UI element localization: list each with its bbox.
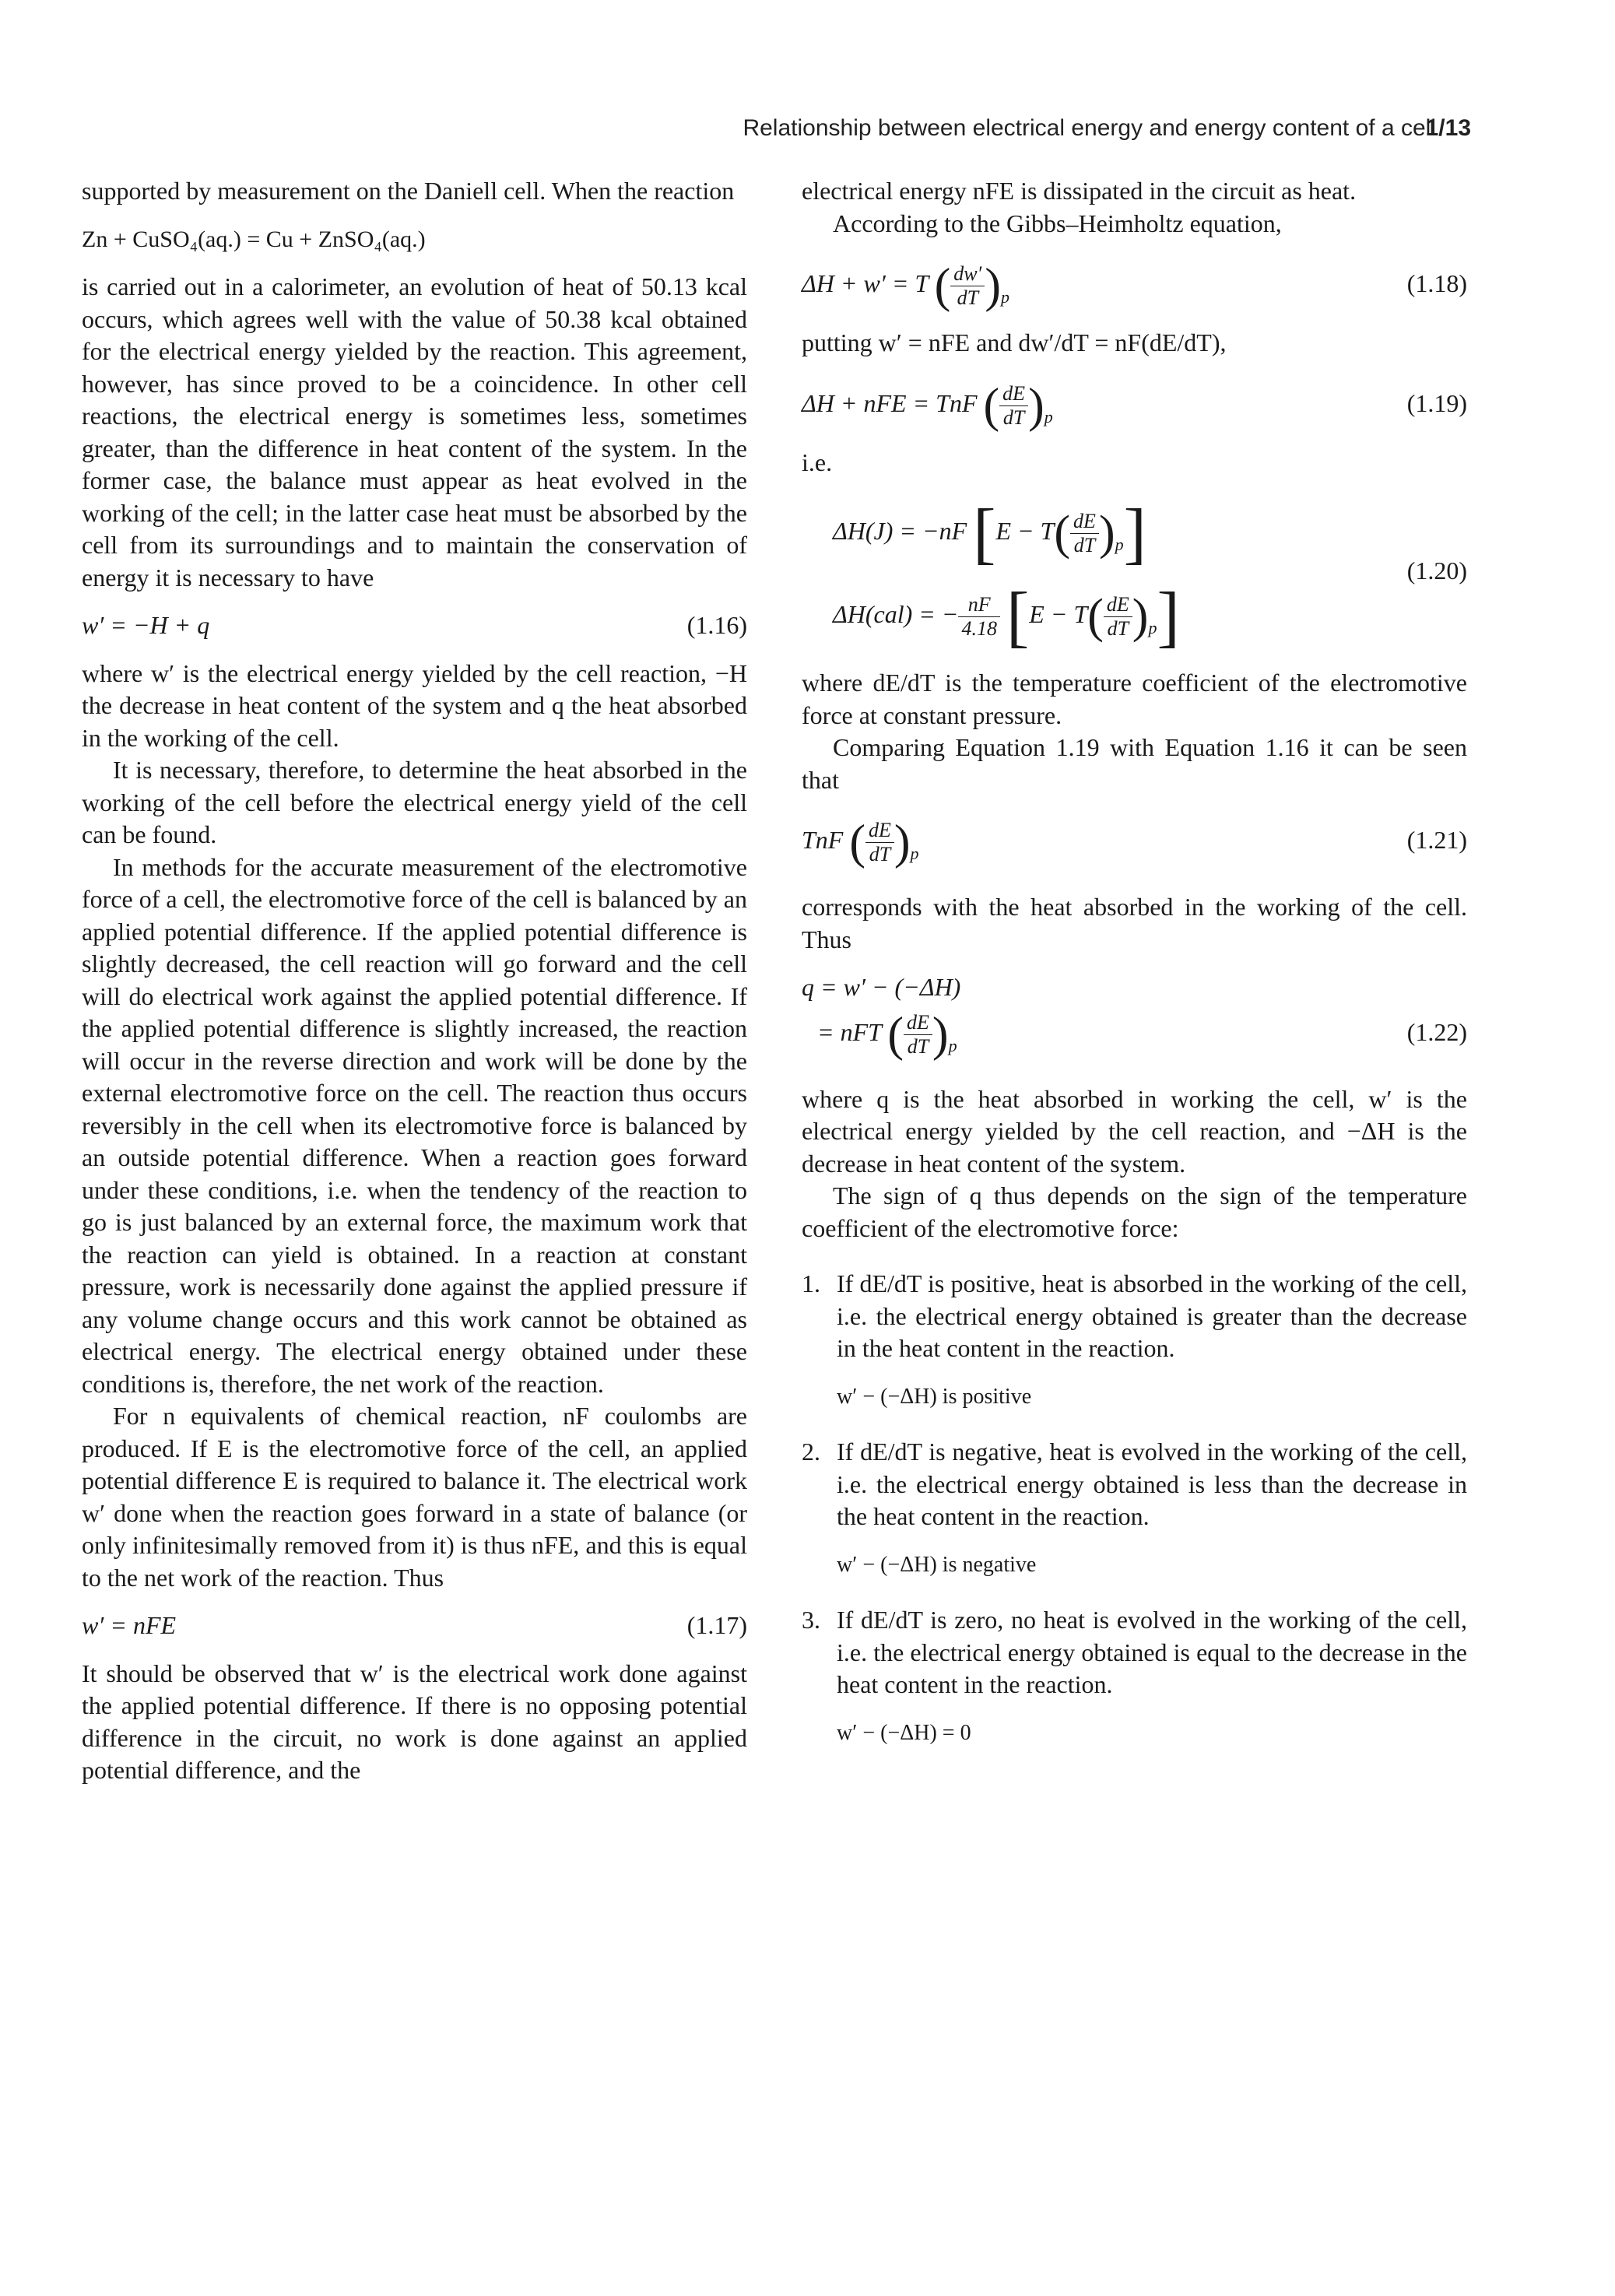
paragraph: In methods for the accurate measurement of the electromotive force of a cell, the electromotive force of the cell is balanced by an applied potential difference. If the applied potential difference is slightly decreased, the cell reaction will go forward and the cell will do electrical work against the applied potential difference. If the applied potential difference is slightly increased, the reaction will occur in the reverse direction and work will be done by the external electromotive force on the cell. The reaction thus occurs reversibly in the cell when its electromotive force is balanced by an outside potential difference. When a reaction goes forward under these conditions, i.e. when the tendency of the reaction to go is just balanced by an external force, the maximum work that the reaction can yield is obtained. In a reaction at constant pressure, work is necessarily done against the applied pressure if any volume change occurs and this work cannot be obtained as electrical energy. The electrical energy obtained under these conditions is, therefore, the net work of the reaction. — [82, 852, 747, 1398]
list-item-result: w′ − (−ΔH) is negative — [837, 1552, 1037, 1577]
paragraph: It should be observed that w′ is the electrical work done against the applied potential difference. If there is no opposing potential difference in the circuit, no work is done against an applied potential difference, and the — [82, 1659, 747, 1784]
equation-body: w′ = −H + q — [82, 611, 210, 639]
equation-number: (1.19) — [1406, 388, 1467, 417]
equation-number: (1.20) — [1406, 556, 1467, 585]
equation-1-18: ΔH + w′ = T ( $\frac{dw'}{dT}$ )$_p$ (1.18) — [802, 255, 1467, 311]
paragraph: The sign of q thus depends on the sign of the temperature coefficient of the electromotive force: — [802, 1181, 1467, 1242]
list-item-result: w′ − (−ΔH) = 0 — [837, 1720, 971, 1745]
sign-cases-list — [802, 1268, 1467, 1749]
equation-body: w′ = nFE — [82, 1611, 177, 1639]
paragraph: electrical energy nFE is dissipated in the circuit as heat. — [802, 177, 1357, 205]
equation-1-21: TnF ( $\frac{dE}{dT}$ )$_p$ (1.21) — [802, 812, 1467, 868]
page-number: 1/13 — [1425, 115, 1471, 141]
equation-1-20 — [802, 494, 1467, 655]
paragraph: putting w′ = nFE and dw′/dT = nF(dE/dT), — [802, 328, 1227, 356]
ie-label: i.e. — [802, 448, 833, 476]
equation-1-17 — [82, 1610, 747, 1642]
paragraph: supported by measurement on the Daniell cell. When the reaction — [82, 177, 735, 205]
equation-number: (1.17) — [686, 1611, 747, 1639]
equation-number: (1.21) — [1406, 826, 1467, 854]
paragraph: It is necessary, therefore, to determine the heat absorbed in the working of the cell before the electrical energy yield of the cell can be found. — [82, 756, 747, 848]
equation-number: (1.16) — [686, 611, 747, 639]
paragraph: where w′ is the electrical energy yielded by the cell reaction, −H the decrease in heat content of the system and q the heat absorbed in the working of the cell. — [82, 658, 747, 752]
paragraph: where dE/dT is the temperature coefficient of the electromotive force at constant pressure. — [802, 669, 1467, 729]
list-item: 1. If dE/dT is positive, heat is absorbed in the working of the cell, i.e. the electrical energy obtained is greater than the decrease in the heat content in the reaction. — [802, 1269, 1467, 1362]
equation-1-20-joules: ΔH(J) = −nF [E − T( $\frac{dE}{dT}$ )$_p$] — [833, 496, 1146, 572]
left-column — [82, 175, 747, 1787]
equation-body: q = w′ − (−ΔH) — [802, 973, 961, 1001]
paragraph: is carried out in a calorimeter, an evolution of heat of 50.13 kcal occurs, which agrees well with the value of 50.38 kcal obtained for the electrical energy yielded by the reaction. This agreement, however, has since proved to be a coincidence. In other cell reactions, the electrical energy is sometimes less, sometimes greater, than the difference in heat content of the system. In the former case, the balance must appear as heat evolved in the working of the cell; in the latter case heat must be absorbed by the cell from its surroundings and to maintain the conservation of energy it is necessary to have — [82, 272, 747, 592]
list-item-result: w′ − (−ΔH) is positive — [837, 1384, 1032, 1409]
equation-number: (1.18) — [1406, 269, 1467, 297]
equation-lhs: ΔH + w′ = T — [802, 269, 929, 297]
fraction: $\frac{dw'}{dT}$ — [950, 262, 985, 310]
paragraph: where q is the heat absorbed in working the cell, w′ is the electrical energy yielded by the cell reaction, and −ΔH is the decrease in heat content of the system. — [802, 1084, 1467, 1178]
paragraph: According to the Gibbs–Heimholtz equation, — [833, 209, 1282, 237]
equation-lhs: = nFT — [817, 1017, 882, 1046]
equation-1-22-line1 — [802, 971, 1467, 1004]
equation-1-16 — [82, 609, 747, 642]
equation-lhs: TnF — [802, 826, 844, 854]
equation-lhs: ΔH(J) = −nF — [833, 517, 967, 545]
right-column — [802, 175, 1467, 1749]
equation-number: (1.22) — [1406, 1017, 1467, 1046]
paragraph: Comparing Equation 1.19 with Equation 1.16 it can be seen that — [802, 733, 1467, 794]
running-title: Relationship between electrical energy and energy content of a cell — [743, 115, 1436, 141]
reaction-equation: Zn + CuSO₄(aq.) = Cu + ZnSO₄(aq.) — [82, 226, 426, 252]
equation-lhs: ΔH(cal) = − — [833, 600, 959, 628]
equation-lhs: ΔH + nFE = TnF — [802, 388, 978, 417]
equation-1-22: = nFT ( $\frac{dE}{dT}$ )$_p$ (1.22) — [802, 1004, 1467, 1060]
paragraph: For n equivalents of chemical reaction, nF coulombs are produced. If E is the electromotive force of the cell, an applied potential difference E is required to balance it. The electrical work w′ done when the reaction goes forward in a state of balance (or only infinitesimally removed from it) is thus nFE, and this is equal to the net work of the reaction. Thus — [82, 1402, 747, 1592]
paragraph: corresponds with the heat absorbed in the working of the cell. Thus — [802, 893, 1467, 953]
equation-1-20-calories: ΔH(cal) = − $\frac{nF}{4.18}$ [E − T( $\frac{dE}{dT}$ )$_p$] — [833, 579, 1180, 655]
fraction: $\frac{dE}{dT}$ — [999, 382, 1028, 430]
running-header — [0, 115, 1615, 146]
list-item: 2. If dE/dT is negative, heat is evolved in the working of the cell, i.e. the electrical energy obtained is less than the decrease in the heat content in the reaction. — [802, 1438, 1467, 1530]
list-item: 3. If dE/dT is zero, no heat is evolved in the working of the cell, i.e. the electrical energy obtained is equal to the decrease in the heat content in the reaction. — [802, 1606, 1467, 1698]
equation-1-19: ΔH + nFE = TnF ( $\frac{dE}{dT}$ )$_p$ (1.19) — [802, 375, 1467, 431]
